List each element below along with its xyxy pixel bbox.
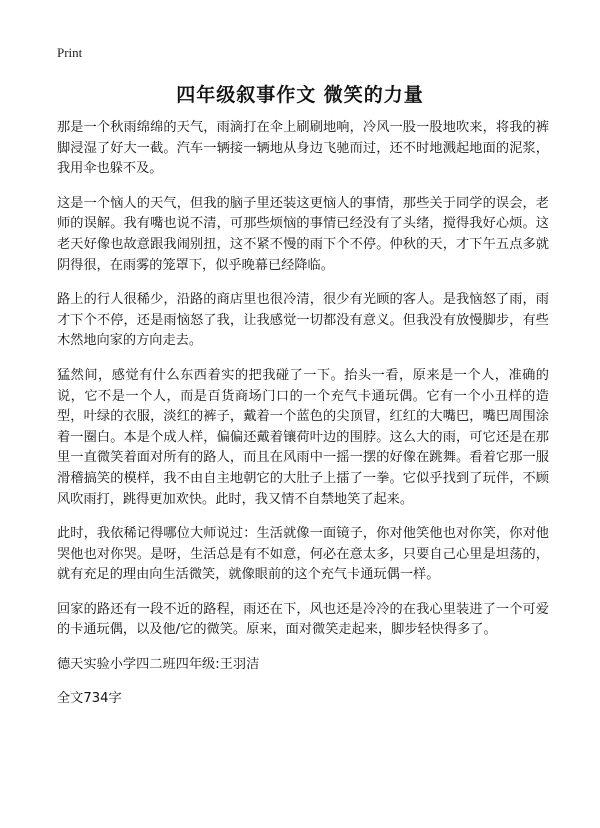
article-paragraph: 路上的行人很稀少，沿路的商店里也很冷清，很少有光顾的客人。是我恼怒了雨，雨才下个不停，还是雨恼怒了我，让我感觉一切都没有意义。但我没有放慢脚步，有些木然地向家的方向走去。 xyxy=(57,292,549,349)
word-count: 全文734字 xyxy=(57,691,122,707)
article-paragraph: 此时，我依稀记得哪位大师说过：生活就像一面镜子，你对他笑他也对你笑，你对他哭他也对你哭。是呀，生活总是有不如意，何必在意太多，只要自己心里是坦荡的，就有充足的理由向生活微笑，就像眼前的这个充气卡通玩偶一样。 xyxy=(57,526,549,583)
article-paragraph: 回家的路还有一段不近的路程，雨还在下，风也还是冷冷的在我心里装进了一个可爱的卡通玩偶，以及他/它的微笑。原来，面对微笑走起来，脚步轻快得多了。 xyxy=(57,601,549,638)
article-body xyxy=(57,118,549,709)
article-paragraph: 猛然间，感觉有什么东西着实的把我碰了一下。抬头一看，原来是一个人，准确的说，它不是一个人，而是百货商场门口的一个充气卡通玩偶。它有一个小丑样的造型，叶绿的衣服，淡红的裤子，戴着一个蓝色的尖顶冒，红红的大嘴巴，嘴巴周围涂着一圈白。本是个成人样，偏偏还戴着镶荷叶边的围脖。这么大的雨，可它还是在那里一直微笑着面对所有的路人，而且在风雨中一摇一摆的好像在跳舞。看着它那一服滑稽搞笑的模样，我不由自主地朝它的大肚子上擂了一拳。它似乎找到了玩伴，不顾风吹雨打，跳得更加欢快。此时，我又情不自禁地笑了起来。 xyxy=(57,367,549,507)
article-title: 四年级叙事作文 微笑的力量 xyxy=(176,84,424,106)
article-paragraph: 这是一个恼人的天气，但我的脑子里还装这更恼人的事情，那些关于同学的误会，老师的误解。我有嘴也说不清，可那些烦恼的事情已经没有了头绪，搅得我好心烦。这老天好像也故意跟我闹别扭，这不紧不慢的雨下个不停。仲秋的天，才下午五点多就阴得很，在雨雾的笼罩下，似乎晚幕已经降临。 xyxy=(57,195,549,273)
print-link[interactable]: Print xyxy=(57,45,83,60)
article-paragraph: 那是一个秋雨绵绵的天气，雨滴打在伞上刷刷地响，冷风一股一股地吹来，将我的裤脚浸湿了好大一截。汽车一辆接一辆地从身边飞驰而过，还不时地溅起地面的泥浆，我用伞也躲不及。 xyxy=(57,120,549,177)
author-signature: 德天实验小学四二班四年级:王羽洁 xyxy=(57,657,260,673)
